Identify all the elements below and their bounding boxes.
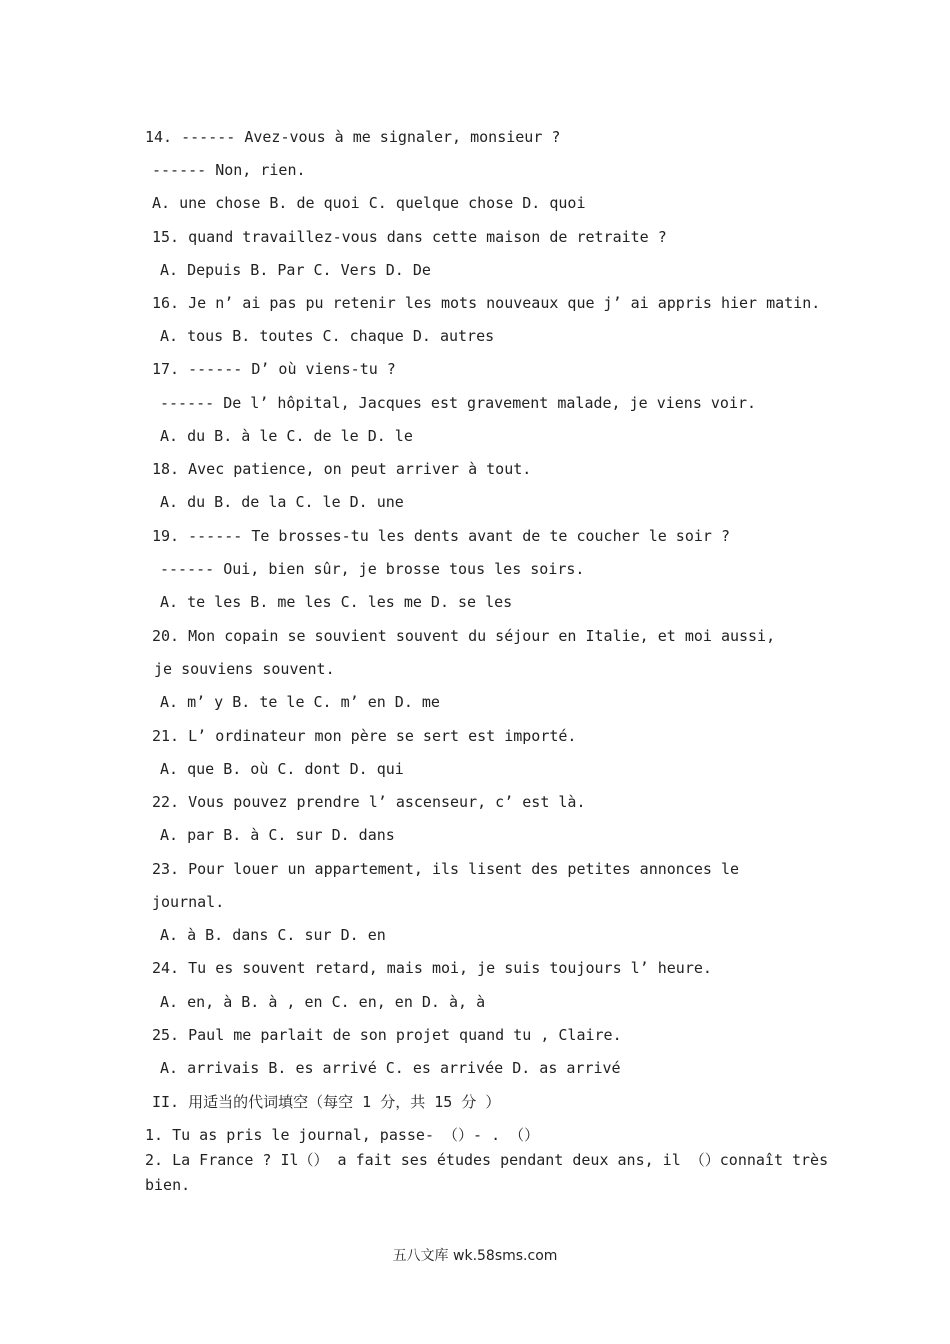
q20-prompt-cont: je souviens souvent. xyxy=(154,660,335,678)
q16-options: A. tous B. toutes C. chaque D. autres xyxy=(160,327,495,345)
q14-reply: ------ Non, rien. xyxy=(152,161,306,179)
ex2-prompt-cont: bien. xyxy=(145,1176,191,1194)
footer-watermark: 五八文库 wk.58sms.com xyxy=(392,1248,558,1264)
q23-options: A. à B. dans C. sur D. en xyxy=(160,926,386,944)
q19-options: A. te les B. me les C. les me D. se les xyxy=(160,593,513,611)
q19-prompt: 19. ------ Te brosses-tu les dents avant de te coucher le soir ? xyxy=(152,527,730,545)
q24-prompt: 24. Tu es souvent retard, mais moi, je suis toujours l’ heure. xyxy=(152,959,712,977)
q20-prompt: 20. Mon copain se souvient souvent du séjour en Italie, et moi aussi, xyxy=(152,627,776,645)
q15-prompt: 15. quand travaillez-vous dans cette maison de retraite ? xyxy=(152,228,667,246)
ex2-prompt: 2. La France ? Il（） a fait ses études pendant deux ans, il （）connaît très xyxy=(145,1151,829,1169)
q17-options: A. du B. à le C. de le D. le xyxy=(160,427,413,445)
q15-options: A. Depuis B. Par C. Vers D. De xyxy=(160,261,431,279)
q16-prompt: 16. Je n’ ai pas pu retenir les mots nouveaux que j’ ai appris hier matin. xyxy=(152,294,821,312)
q22-options: A. par B. à C. sur D. dans xyxy=(160,826,395,844)
q24-options: A. en, à B. à , en C. en, en D. à, à xyxy=(160,993,486,1011)
q25-prompt: 25. Paul me parlait de son projet quand tu , Claire. xyxy=(152,1026,622,1044)
q18-options: A. du B. de la C. le D. une xyxy=(160,493,404,511)
q21-prompt: 21. L’ ordinateur mon père se sert est importé. xyxy=(152,727,577,745)
q19-reply: ------ Oui, bien sûr, je brosse tous les soirs. xyxy=(160,560,585,578)
q17-reply: ------ De l’ hôpital, Jacques est gravement malade, je viens voir. xyxy=(160,394,757,412)
q23-prompt-cont: journal. xyxy=(152,893,225,911)
q23-prompt: 23. Pour louer un appartement, ils lisent des petites annonces le xyxy=(152,860,739,878)
ex1-prompt: 1. Tu as pris le journal, passe- （）- . （） xyxy=(145,1126,540,1144)
q14-options: A. une chose B. de quoi C. quelque chose D. quoi xyxy=(152,194,586,212)
q22-prompt: 22. Vous pouvez prendre l’ ascenseur, c’ est là. xyxy=(152,793,586,811)
q17-prompt: 17. ------ D’ où viens-tu ? xyxy=(152,360,396,378)
q25-options: A. arrivais B. es arrivé C. es arrivée D. as arrivé xyxy=(160,1059,621,1077)
q14-prompt: 14. ------ Avez-vous à me signaler, monsieur ? xyxy=(145,128,561,146)
section-ii-heading: II. 用适当的代词填空（每空 1 分，共 15 分 ） xyxy=(152,1093,501,1111)
q18-prompt: 18. Avec patience, on peut arriver à tout. xyxy=(152,460,532,478)
q21-options: A. que B. où C. dont D. qui xyxy=(160,760,404,778)
q20-options: A. m’ y B. te le C. m’ en D. me xyxy=(160,693,440,711)
